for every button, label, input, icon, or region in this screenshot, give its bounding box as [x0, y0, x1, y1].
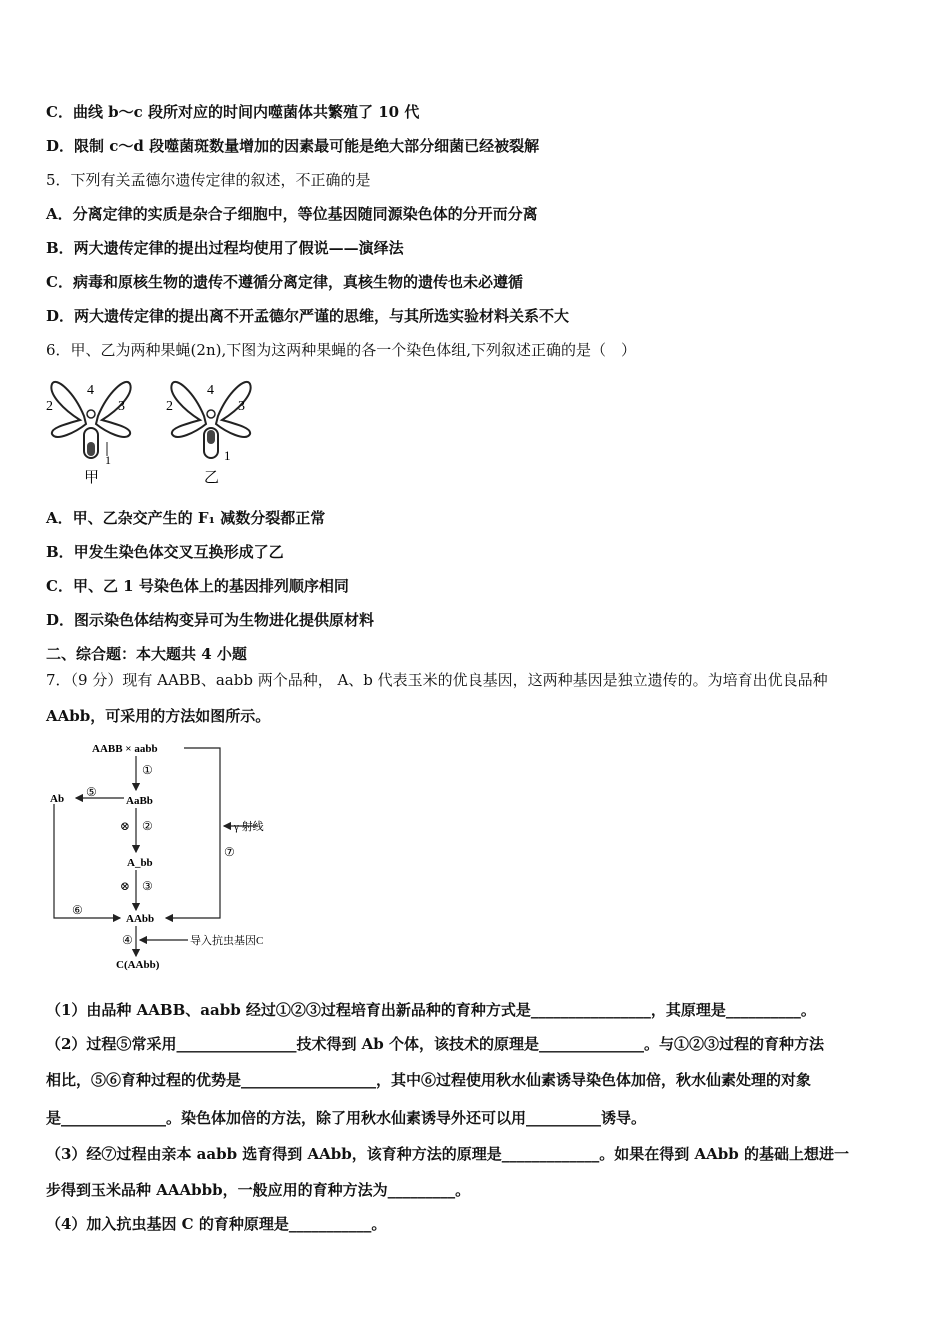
q7-part3-line2: 步得到玉米品种 AAAbbb，一般应用的育种方法为_________。: [46, 1181, 471, 1199]
caption-yi: 乙: [204, 470, 220, 486]
q4-option-c: C．曲线 b～c 段所对应的时间内噬菌体共繁殖了 10 代: [46, 103, 420, 121]
aabb-f1-label: AaBb: [126, 795, 153, 807]
label-2: 2: [166, 399, 173, 414]
label-1: 1: [224, 448, 231, 463]
q5-option-c: C．病毒和原核生物的遗传不遵循分离定律，真核生物的遗传也未必遵循: [46, 273, 523, 291]
q5-option-a: A．分离定律的实质是杂合子细胞中，等位基因随同源染色体的分开而分离: [46, 205, 538, 223]
section-heading: 二、综合题：本大题共 4 小题: [46, 645, 247, 663]
q6-option-a: A．甲、乙杂交产生的 F₁ 减数分裂都正常: [46, 509, 326, 527]
c-result-label: C(AAbb): [116, 959, 160, 971]
q6-option-b: B．甲发生染色体交叉互换形成了乙: [46, 543, 284, 561]
step-5: ⑤: [86, 785, 97, 799]
gamma-ray-label: γ 射线: [234, 821, 264, 833]
q7-part2-line3: 是______________。染色体加倍的方法，除了用秋水仙素诱导外还可以用__________诱导。: [46, 1109, 647, 1127]
label-3: 3: [118, 399, 125, 414]
label-4: 4: [87, 383, 94, 398]
q4-option-d: D．限制 c～d 段噬菌斑数量增加的因素最可能是绝大部分细菌已经被裂解: [46, 137, 540, 155]
ab-label: Ab: [50, 793, 65, 805]
q7-part3-line1: （3）经⑦过程由亲本 aabb 选育得到 AAbb，该育种方法的原理是_____________。如果在得到 AAbb 的基础上想进一: [46, 1145, 849, 1163]
chromosome-set-jia: [46, 382, 131, 486]
q6-option-d: D．图示染色体结构变异可为生物进化提供原材料: [46, 611, 375, 629]
q7-part4: （4）加入抗虫基因 C 的育种原理是___________。: [46, 1215, 387, 1233]
q5-option-d: D．两大遗传定律的提出离不开孟德尔严谨的思维，与其所选实验材料关系不大: [46, 307, 570, 325]
step-7: ⑦: [224, 845, 235, 859]
insert-gene-label: 导入抗虫基因C: [190, 935, 264, 947]
label-2: 2: [46, 399, 53, 414]
q6-stem: 6．甲、乙为两种果蝇(2n),下图为这两种果蝇的各一个染色体组,下列叙述正确的是（ ）: [46, 341, 636, 359]
label-1: 1: [105, 453, 111, 467]
step-1: ①: [142, 763, 153, 777]
q7-part2-line2: 相比，⑤⑥育种过程的优势是__________________，其中⑥过程使用秋水仙素诱导染色体加倍，秋水仙素处理的对象: [46, 1071, 812, 1089]
chromosome-set-yi: [166, 382, 251, 486]
caption-jia: 甲: [84, 470, 100, 486]
selfing-symbol-2: ⊗: [120, 879, 131, 893]
selfing-symbol-1: ⊗: [120, 819, 131, 833]
q5-option-b: B．两大遗传定律的提出过程均使用了假说——演绎法: [46, 239, 404, 257]
step-4: ④: [122, 933, 133, 947]
step-3: ③: [142, 879, 153, 893]
q5-stem: 5．下列有关孟德尔遗传定律的叙述，不正确的是: [46, 171, 371, 189]
q7-stem-line1: 7．（9 分）现有 AABB、aabb 两个品种， A、b 代表玉米的优良基因，这两种基因是独立遗传的。为培育出优良品种: [46, 671, 828, 689]
q7-stem-line2: AAbb，可采用的方法如图所示。: [46, 707, 271, 725]
aabb-target-label: AAbb: [126, 913, 155, 925]
step-2: ②: [142, 819, 153, 833]
step-6: ⑥: [72, 903, 83, 917]
parents-label: AABB × aabb: [92, 743, 158, 755]
q7-part2-line1: （2）过程⑤常采用________________技术得到 Ab 个体，该技术的原理是______________。与①②③过程的育种方法: [46, 1035, 825, 1053]
chromosome-figure: [44, 372, 274, 490]
label-4: 4: [207, 383, 214, 398]
breeding-diagram: [44, 738, 294, 974]
label-3: 3: [238, 399, 245, 414]
a-bb-label: A_bb: [127, 857, 153, 869]
q6-option-c: C．甲、乙 1 号染色体上的基因排列顺序相同: [46, 577, 349, 595]
q7-part1: （1）由品种 AABB、aabb 经过①②③过程培育出新品种的育种方式是________________，其原理是__________。: [46, 1001, 816, 1019]
